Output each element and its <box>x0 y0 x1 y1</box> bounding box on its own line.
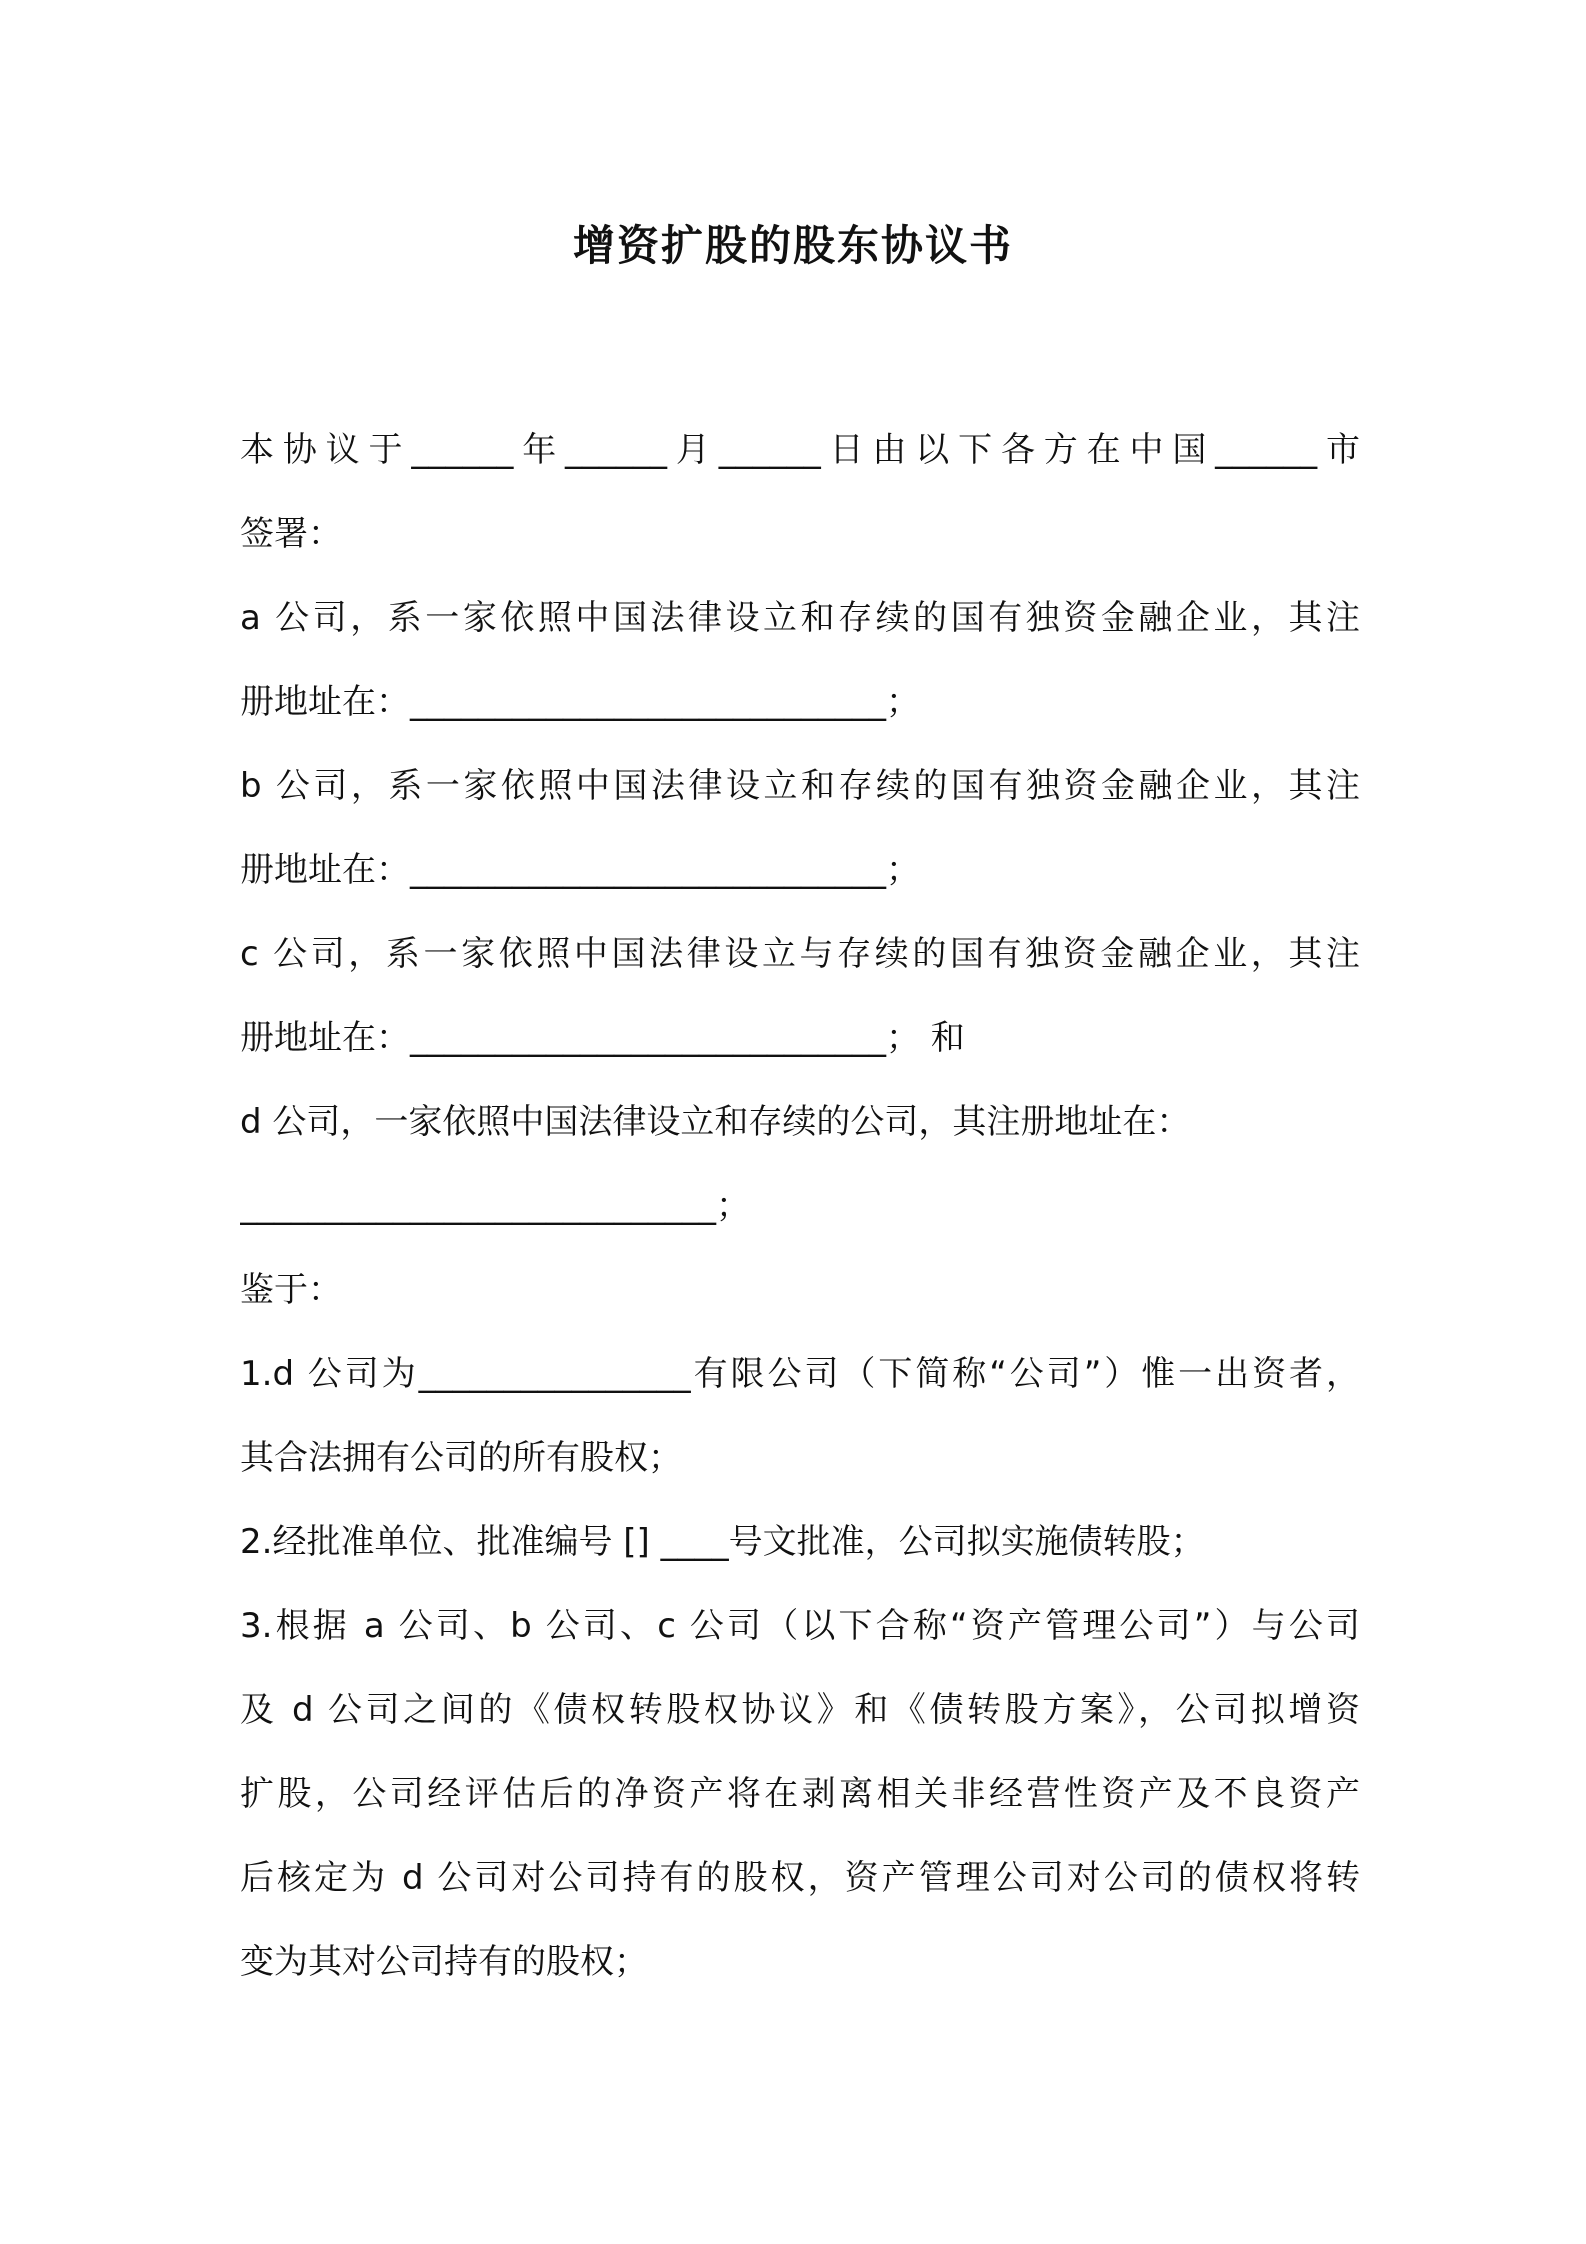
text-line: 1.d 公司为________________有限公司（下简称“公司”）惟一出资者， <box>240 1354 1360 1394</box>
text-line: ____________________________； <box>240 1186 750 1226</box>
text-line: d 公司，一家依照中国法律设立和存续的公司，其注册地址在： <box>240 1102 1191 1142</box>
text-line: 及 d 公司之间的《债权转股权协议》和《债转股方案》，公司拟增资 <box>240 1690 1360 1730</box>
document-body <box>240 408 1360 2004</box>
text-line: c 公司，系一家依照中国法律设立与存续的国有独资金融企业，其注 <box>240 934 1360 974</box>
text-line: 册地址在：____________________________； <box>240 850 920 890</box>
text-line: b 公司，系一家依照中国法律设立和存续的国有独资金融企业，其注 <box>240 766 1360 806</box>
document-title: 增资扩股的股东协议书 <box>572 221 1013 270</box>
text-line: 其合法拥有公司的所有股权； <box>240 1438 682 1478</box>
text-line: a 公司，系一家依照中国法律设立和存续的国有独资金融企业，其注 <box>240 598 1360 638</box>
text-line: 鉴于： <box>240 1270 342 1310</box>
text-line: 3.根据 a 公司、b 公司、c 公司（以下合称“资产管理公司”）与公司 <box>240 1606 1360 1646</box>
text-line: 后核定为 d 公司对公司持有的股权，资产管理公司对公司的债权将转 <box>240 1858 1360 1898</box>
text-line: 扩股，公司经评估后的净资产将在剥离相关非经营性资产及不良资产 <box>240 1774 1360 1814</box>
text-line: 签署： <box>240 514 342 554</box>
text-line: 册地址在：____________________________； 和 <box>240 1018 965 1058</box>
text-line: 册地址在：____________________________； <box>240 682 920 722</box>
text-line: 本协议于______年______月______日由以下各方在中国______市 <box>240 430 1360 470</box>
text-line: 2.经批准单位、批准编号 [] ____号文批准，公司拟实施债转股； <box>240 1522 1205 1562</box>
text-line: 变为其对公司持有的股权； <box>240 1942 648 1982</box>
